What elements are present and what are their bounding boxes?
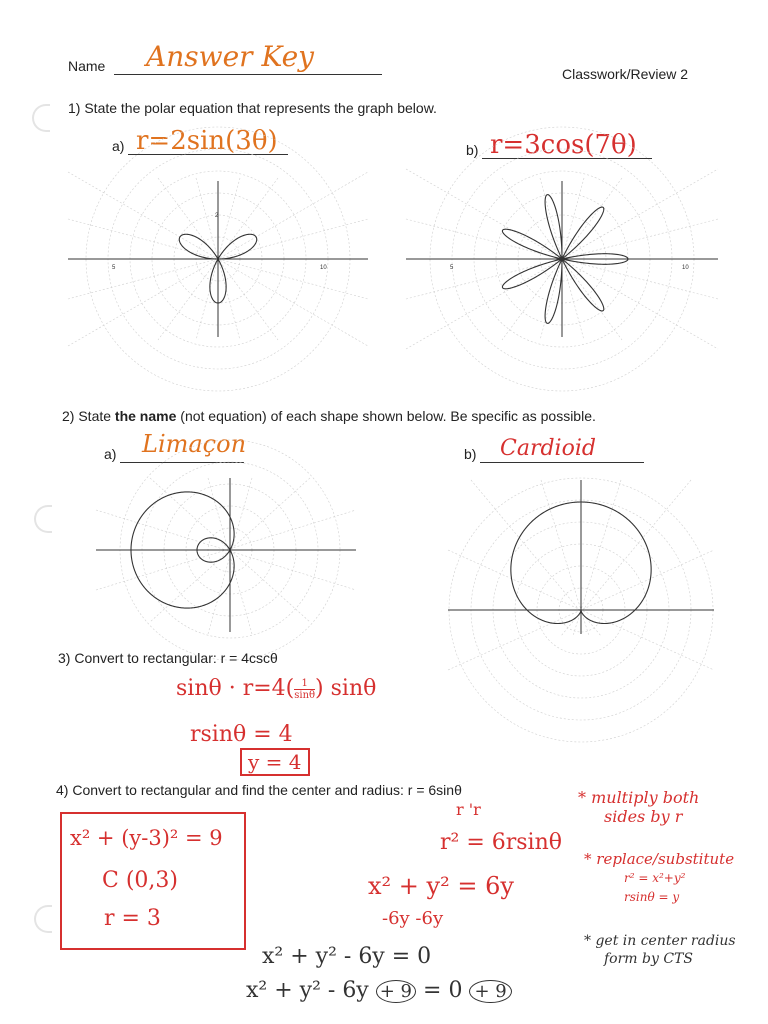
q3-work-line1-left: sinθ · r=4( — [176, 676, 295, 701]
q4-work-line2: x² + y² = 6y — [368, 872, 514, 900]
q3-work-line1-right: ) sinθ — [315, 676, 377, 701]
q2a-label: a) — [104, 446, 117, 462]
circled-term: + 9 — [376, 980, 416, 1003]
q4-answer-equation: x² + (y-3)² = 9 — [70, 826, 223, 850]
q3-answer-box: y = 4 — [240, 748, 310, 776]
q3-work-line1 — [176, 676, 376, 701]
q2b-answer: Cardioid — [500, 436, 596, 461]
q4-r-marks: r 'r — [456, 800, 481, 819]
q4-work-line5-mid: = 0 — [423, 978, 463, 1003]
tick-label-x-left: 5 — [112, 265, 116, 271]
note-line: sides by r — [604, 807, 683, 826]
fraction-numerator: 1 — [294, 678, 315, 690]
q4-note-1 — [578, 788, 699, 826]
q1a-answer: r=2sin(3θ) — [136, 126, 278, 156]
q1b-label: b) — [466, 142, 479, 158]
name-underline — [114, 74, 382, 75]
worksheet-title: Classwork/Review 2 — [562, 66, 689, 82]
q4-prompt: 4) Convert to rectangular and find the center and radius: r = 6sinθ — [56, 782, 462, 798]
note-line: * replace/substitute — [584, 850, 735, 868]
tick-label-y: 2 — [215, 213, 219, 219]
name-answer: Answer Key — [146, 40, 314, 73]
q2b-underline — [480, 462, 644, 463]
q3-work-line2: rsinθ = 4 — [190, 722, 293, 747]
q4-work-line4: x² + y² - 6y = 0 — [262, 944, 432, 969]
tick-label-x-right: 10 — [320, 265, 327, 271]
punch-hole-middle — [34, 505, 52, 533]
polar-graph-q2a — [96, 478, 356, 634]
q4-answer-center: C (0,3) — [102, 868, 178, 893]
polar-graph-q2b — [448, 480, 714, 636]
q3-prompt: 3) Convert to rectangular: r = 4cscθ — [58, 650, 278, 666]
note-line: r² = x²+y² — [624, 871, 686, 885]
circled-term: + 9 — [469, 980, 511, 1003]
q4-work-line3: -6y -6y — [382, 908, 444, 929]
tick-label-x-left: 5 — [450, 265, 454, 271]
q1a-label: a) — [112, 138, 125, 154]
polar-graph-q1a — [68, 178, 368, 340]
q4-work-line1: r² = 6rsinθ — [440, 830, 563, 855]
note-line: rsinθ = y — [624, 890, 680, 904]
q4-note-3 — [584, 932, 736, 968]
q2b-label: b) — [464, 446, 477, 462]
q2-prompt-bold: the name — [114, 408, 177, 424]
fraction-denominator: sinθ — [294, 689, 316, 701]
q4-note-2 — [584, 850, 734, 907]
q1-prompt: 1) State the polar equation that represents the graph below. — [68, 100, 437, 116]
name-label: Name — [68, 58, 106, 74]
q4-work-line5 — [246, 978, 512, 1003]
note-line: * multiply both — [578, 788, 700, 807]
q2-prompt — [62, 408, 596, 424]
q1b-answer: r=3cos(7θ) — [490, 130, 637, 160]
q4-answer-radius: r = 3 — [104, 906, 161, 931]
punch-hole-top — [32, 104, 50, 132]
note-line: * get in center radius — [584, 933, 736, 949]
note-line: form by CTS — [604, 951, 693, 967]
q2-prompt-start: 2) State — [62, 408, 115, 424]
q2-prompt-end: (not equation) of each shape shown below. Be specific as possible. — [176, 408, 596, 424]
polar-graph-q1b — [406, 178, 718, 340]
punch-hole-bottom — [34, 905, 52, 933]
q4-work-line5-left: x² + y² - 6y — [246, 978, 369, 1003]
q2a-answer: Limaçon — [142, 430, 247, 458]
tick-label-x-right: 10 — [682, 265, 689, 271]
